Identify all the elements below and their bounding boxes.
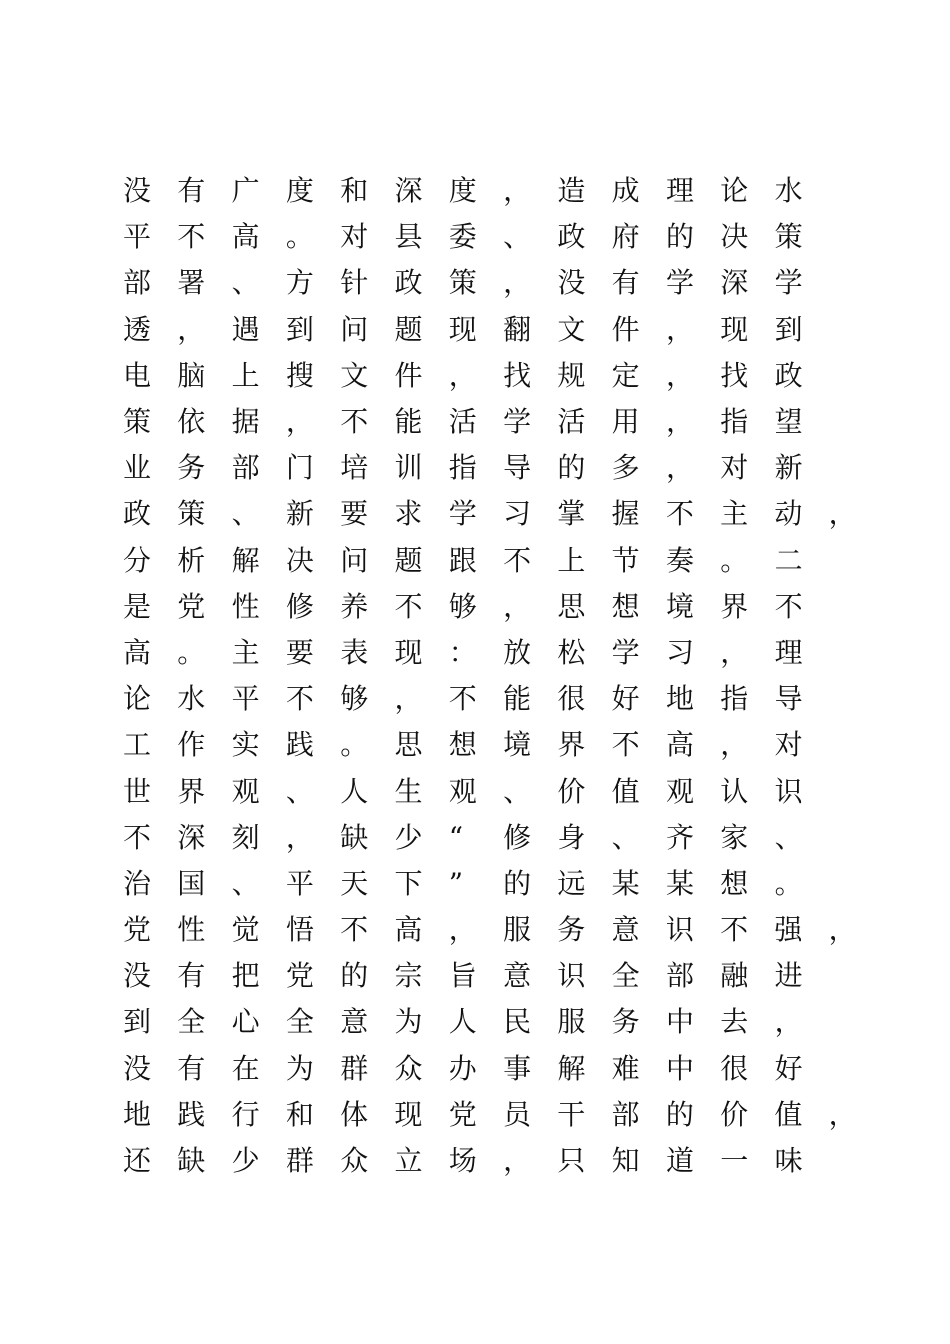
text-line: 党 性 觉 悟 不 高 ， 服 务 意 识 不 强 ， <box>123 913 857 947</box>
text-line: 到 全 心 全 意 为 人 民 服 务 中 去 ， <box>123 1005 803 1039</box>
text-line: 工 作 实 践 。 思 想 境 界 不 高 ， 对 <box>123 728 803 762</box>
text-line: 地 践 行 和 体 现 党 员 干 部 的 价 值 ， <box>123 1097 857 1131</box>
text-line: 分 析 解 决 问 题 跟 不 上 节 奏 。 二 <box>123 543 803 577</box>
text-line: 部 署 、 方 针 政 策 ， 没 有 学 深 学 <box>123 266 803 300</box>
text-line: 没 有 广 度 和 深 度 ， 造 成 理 论 水 <box>123 174 803 208</box>
text-line: 没 有 把 党 的 宗 旨 意 识 全 部 融 进 <box>123 959 803 993</box>
text-line: 电 脑 上 搜 文 件 ， 找 规 定 ， 找 政 <box>123 358 803 392</box>
text-line: 论 水 平 不 够 ， 不 能 很 好 地 指 导 <box>123 682 803 716</box>
text-line: 平 不 高 。 对 县 委 、 政 府 的 决 策 <box>123 220 803 254</box>
body-text <box>123 168 883 1184</box>
text-line: 治 国 、 平 天 下 ” 的 远 某 某 想 。 <box>123 866 803 900</box>
text-line: 策 依 据 ， 不 能 活 学 活 用 ， 指 望 <box>123 405 803 439</box>
text-line: 业 务 部 门 培 训 指 导 的 多 ， 对 新 <box>123 451 803 485</box>
text-line: 世 界 观 、 人 生 观 、 价 值 观 认 识 <box>123 774 803 808</box>
text-line: 政 策 、 新 要 求 学 习 掌 握 不 主 动 ， <box>123 497 857 531</box>
text-line: 是 党 性 修 养 不 够 ， 思 想 境 界 不 <box>123 589 803 623</box>
text-line: 没 有 在 为 群 众 办 事 解 难 中 很 好 <box>123 1051 803 1085</box>
text-line: 还 缺 少 群 众 立 场 ， 只 知 道 一 味 <box>123 1144 803 1178</box>
text-line: 不 深 刻 ， 缺 少 “ 修 身 、 齐 家 、 <box>123 820 803 854</box>
text-line: 透 ， 遇 到 问 题 现 翻 文 件 ， 现 到 <box>123 312 803 346</box>
text-line: 高 。 主 要 表 现 ： 放 松 学 习 ， 理 <box>123 635 803 669</box>
